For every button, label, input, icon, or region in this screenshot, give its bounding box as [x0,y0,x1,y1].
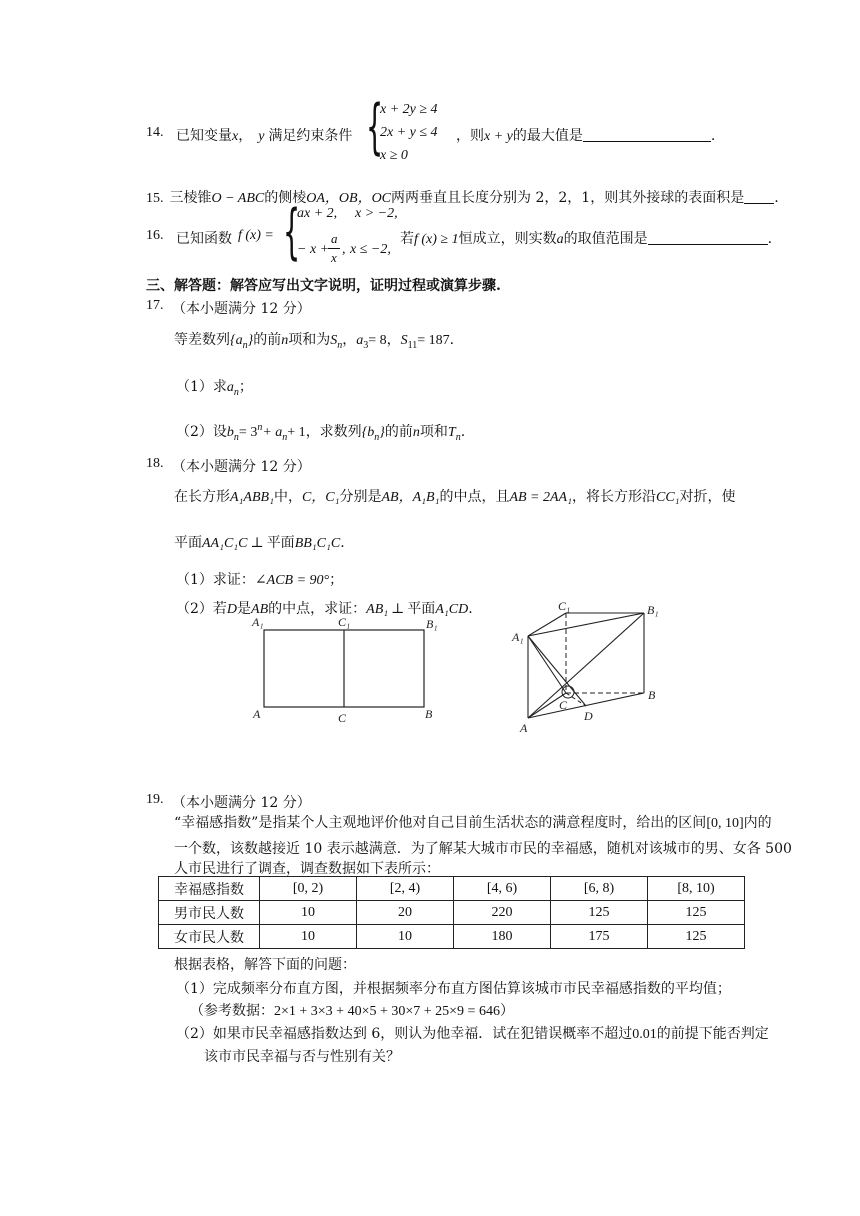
q14-constraint-3: x ≥ 0 [380,148,408,163]
table-cell: 幸福感指数 [159,877,260,901]
q19-part-2-line-2: 该市市民幸福与否与性别有关？ [204,1049,400,1065]
q14-tail2: 的最大值是 [512,128,583,144]
table-cell: 女市民人数 [159,925,260,949]
q17-p2-seq-sub: n [374,432,380,443]
table-cell: 10 [260,901,357,925]
q14-brace: { [366,92,384,162]
q16-frac-num: a [331,231,338,246]
label-D: D [584,709,593,723]
q17-n: n [281,333,289,348]
q17-p2-eq: = 3 [238,425,258,440]
label-A1: A₁ [252,615,264,629]
q19-part-1: （1）完成频率分布直方图，并根据频率分布直方图估算该城市市民幸福感指数的平均值； [176,981,731,997]
q18-plane1: AA₁C₁C [202,536,248,551]
label-A1: A₁ [512,630,524,644]
label-A: A [253,707,261,721]
q18-p2-c: 平面 [407,601,436,617]
q16-prefix: 已知函数 [176,231,232,247]
label-C: C [559,698,568,712]
q19-ref-expr: 2×1 + 3×3 + 40×5 + 30×7 + 25×9 = 646 [274,1004,500,1019]
q18-p1-pre: （1）求证： [176,572,255,588]
table-header-row [159,877,745,901]
q17-p2-rest: + a [262,425,283,440]
table-row [159,901,745,925]
label-B1: B₁ [647,603,659,617]
label-C1: C₁ [558,599,571,613]
q17-p2-rest-sub: n [282,432,288,443]
q16-frac-bar [328,248,340,249]
q19-ref-end: ） [499,1003,514,1019]
q15-text3: 两两垂直且长度分别为 2，2，1，则其外接球的表面积是 [391,190,745,206]
table-cell: 10 [357,925,454,949]
q16-piece2-expr: − x + [297,242,330,257]
q14-comma: ， [238,128,253,144]
q18-number: 18. [146,456,164,471]
q17-p2-T-sub: n [455,432,461,443]
q15-number: 15. [146,191,164,206]
q16-answer-blank [648,230,768,245]
q18-eq: AB = 2AA₁ [509,490,572,505]
q18-p2-a: 是 [237,601,252,617]
q17-p2-mid2: 的前 [384,424,413,440]
q18-line-2 [174,532,345,552]
q18-p1-end: ； [329,572,344,588]
right-angle-mark [562,686,574,698]
q17-p1-a-sub: n [233,387,239,398]
edge-CD-hidden [566,693,586,706]
q14-constraint-2: 2x + y ≤ 4 [380,125,438,140]
q18-points: C，C₁ [301,490,340,505]
q18-figure-folded [510,596,680,741]
q17-S-sub: n [337,340,343,351]
question-15 [146,187,779,207]
q18-l2-end: . [340,535,345,551]
q17-a3-val: = 8 [368,333,387,348]
q18-p2-plane: A₁CD [435,602,469,617]
q16-piece1-cond: x > −2, [355,206,398,221]
table-cell: 125 [648,925,745,949]
q18-figure-rectangle [248,612,448,730]
table-cell: 125 [551,901,648,925]
table-cell: 男市民人数 [159,901,260,925]
q16-brace: { [283,197,301,267]
q17-p1-a: a [226,380,234,395]
table-cell: [0, 2) [260,877,357,901]
table-cell: [2, 4) [357,877,454,901]
label-B1: B₁ [426,617,438,631]
q18-l1-d: 的中点，且 [439,489,510,505]
q17-S11-sub: 11 [407,340,418,351]
q17-p2-seq-end: } [379,425,385,440]
table-cell: 175 [551,925,648,949]
q17-l1-end: . [449,332,455,348]
q14-prefix: 已知变量 [176,128,232,144]
q18-p2-pre: （2）若 [176,601,227,617]
q19-line-3: 人市民进行了调查，调查数据如下表所示： [174,861,440,877]
q17-p2-seq: {b [361,425,375,440]
edge-A1D [528,636,586,706]
q18-l1-f: 对折，使 [679,489,736,505]
q17-comma1: ， [342,332,357,348]
q19-score: （本小题满分 12 分） [172,795,311,811]
q15-answer-blank [744,189,774,204]
q17-part-2 [176,421,465,443]
q15-object: O − ABC [211,191,265,206]
q18-l2-a: 平面 [174,535,202,551]
q17-statement [174,329,454,351]
q17-p2-n: n [412,425,420,440]
q16-var-a: a [556,232,564,247]
q17-p2-mid3: 项和 [419,424,448,440]
q16-cond-post: 恒成立，则实数 [458,231,557,247]
q14-expr: x + y [484,129,513,144]
q17-S: S [330,333,338,348]
q16-end: . [767,231,773,247]
q16-piece2-cond: x ≤ −2, [350,242,391,257]
table-cell: 125 [648,901,745,925]
q14-answer-blank [583,127,711,142]
q17-score: （本小题满分 12 分） [172,301,311,317]
q14-var-y: y [258,129,265,144]
q17-a3: a [356,333,364,348]
edge-AB1 [528,613,644,718]
q17-comma2: ， [386,332,401,348]
q14-var-x: x [232,129,239,144]
q18-l1-a: 在长方形 [174,489,230,505]
q19-l1-text: “幸福感指数”是指某个人主观地评价他对自己目前生活状态的满意程度时，给出的区间 [174,815,707,831]
q18-line-1 [174,486,736,506]
q15-text: 三棱锥 [169,190,212,206]
q19-l1-end: 内的 [743,815,772,831]
table-cell: [4, 6) [454,877,551,901]
q18-p2-end: . [468,601,473,617]
q17-number: 17. [146,298,164,313]
q15-edges: OA，OB，OC [306,191,392,206]
q17-S11: S [400,333,408,348]
q18-l1-e: ，将长方形沿 [571,489,656,505]
q18-perp1: ⊥ [250,536,264,551]
q18-perp2: ⊥ [391,602,405,617]
label-B: B [425,707,433,721]
q18-l1-b: 中， [273,489,302,505]
q18-cc1: CC₁ [655,490,680,505]
q17-p2-exp: n [257,422,263,433]
q19-line-1 [174,812,772,832]
table-cell: 20 [357,901,454,925]
label-A: A [520,721,528,735]
q17-p2-rest2: + 1 [287,425,306,440]
q19-p2-num: 0.01 [632,1027,657,1042]
q17-seq: {a [230,333,243,348]
label-C: C [338,711,347,725]
q17-l1-mid2: 项和为 [288,332,331,348]
q14-end: . [710,128,716,144]
q16-piece1-expr: ax + 2, [297,206,338,221]
q16-frac-den: x [331,250,337,265]
q17-seq-sub: n [242,340,248,351]
table-cell: 10 [260,925,357,949]
q17-p2-b-sub: n [233,432,239,443]
table-cell: [6, 8) [551,877,648,901]
q14-tail1: ，则 [456,128,484,144]
q19-reference [190,1000,514,1020]
q19-number: 19. [146,792,164,807]
q19-line-2: 一个数，该数越接近 10 表示越满意．为了解某大城市市民的幸福感，随机对该城市的男、女各 500 [174,841,792,857]
q18-p2-AB1: AB₁ [366,602,389,617]
q19-ref-pre: （参考数据： [190,1003,274,1019]
q14-mid: 满足约束条件 [268,128,353,144]
q15-text2: 的侧棱 [264,190,307,206]
table-row [159,925,745,949]
q18-segments: AB，A₁B₁ [381,490,440,505]
q17-p2-end: . [460,424,466,440]
q17-a3-sub: 3 [363,340,369,351]
q17-p2-T: T [447,425,456,440]
q18-score: （本小题满分 12 分） [172,459,311,475]
q16-cond: f (x) ≥ 1 [414,232,459,247]
edge-A1C [528,636,566,693]
table-cell: [8, 10) [648,877,745,901]
q17-p1-end: ； [238,379,253,395]
q16-piece2-comma: , [342,242,346,257]
happiness-table [158,876,745,949]
section-3-heading: 三、解答题：解答应写出文字说明，证明过程或演算步骤. [146,278,501,294]
q17-p2-pre: （2）设 [176,424,227,440]
q18-plane2: BB₁C₁C [294,536,341,551]
q16-number: 16. [146,228,164,243]
q17-p2-b: b [226,425,234,440]
label-B: B [648,688,656,702]
q19-interval: [0, 10] [706,816,744,831]
q17-l1-pre: 等差数列 [174,332,230,348]
q18-l2-b: 平面 [266,535,295,551]
q14-number: 14. [146,125,164,140]
q16-cond-pre: 若 [400,231,414,247]
q17-p1-pre: （1）求 [176,379,227,395]
q16-f: f (x) = [238,228,274,243]
q16-tail: 的取值范围是 [563,231,648,247]
q19-part-2-line-1 [176,1023,769,1043]
label-C1: C₁ [338,615,351,629]
q17-p2-mid: ，求数列 [305,424,362,440]
q19-after-table: 根据表格，解答下面的问题： [174,957,356,973]
q17-l1-mid: 的前 [253,332,282,348]
q15-end: . [774,190,779,206]
q17-S11-val: = 187 [417,333,450,348]
q17-seq-end: } [247,333,254,348]
q19-p2-pre: （2）如果市民幸福感指数达到 6，则认为他幸福．试在犯错误概率不超过 [176,1026,633,1042]
q18-l1-c: 分别是 [339,489,382,505]
q18-part-1 [176,569,343,589]
q18-p2-b: 的中点，求证： [268,601,367,617]
q14-constraint-1: x + 2y ≥ 4 [380,102,438,117]
q18-p1-expr: ∠ACB = 90° [254,573,330,588]
q18-rect: A₁ABB₁ [230,490,274,505]
edge-A1B1 [528,613,644,636]
table-cell: 220 [454,901,551,925]
table-cell: 180 [454,925,551,949]
q18-p2-AB: AB [251,602,269,617]
q19-p2-end: 的前提下能否判定 [656,1026,769,1042]
q18-p2-D: D [226,602,238,617]
q17-part-1 [176,376,253,398]
